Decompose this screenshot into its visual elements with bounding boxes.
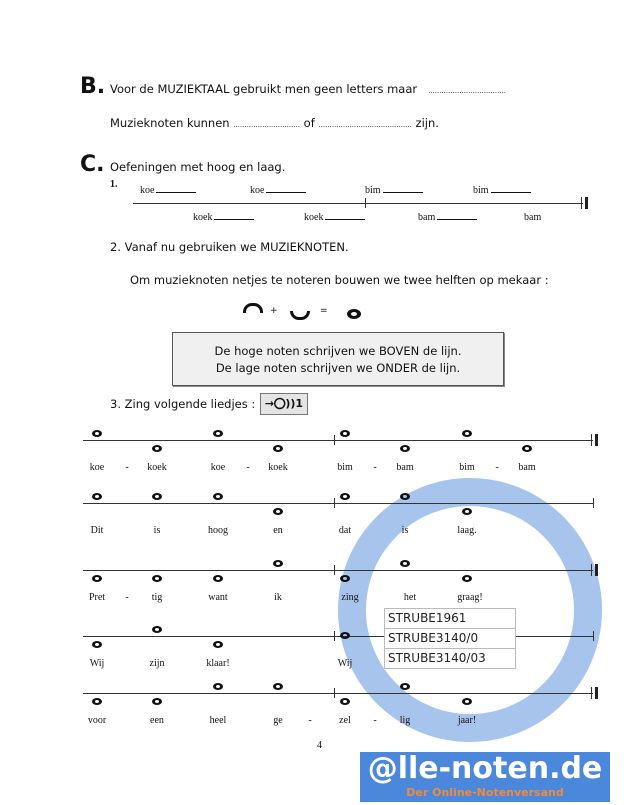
text: of — [303, 116, 315, 130]
section-c-letter: C. — [80, 152, 105, 177]
high-note — [400, 560, 410, 567]
high-note — [273, 560, 283, 567]
blank-dots: ................................... — [428, 87, 506, 95]
track-number: 1 — [295, 397, 304, 410]
end-barline — [591, 564, 598, 576]
low-note — [273, 508, 283, 515]
low-note — [462, 575, 472, 582]
exercise-1-line — [133, 203, 583, 204]
low-note — [213, 641, 223, 648]
low-note — [522, 445, 532, 452]
lyric-word: - — [373, 715, 377, 726]
rule-line-1: De hoge noten schrijven we BOVEN de lijn. — [214, 344, 462, 358]
lower-half-note-icon — [290, 311, 310, 320]
end-barline — [593, 498, 594, 508]
page-number: 4 — [317, 740, 322, 751]
lyric-word: Dit — [90, 525, 104, 536]
high-note — [152, 626, 162, 633]
low-note — [92, 641, 102, 648]
lyric-word: het — [403, 592, 417, 603]
lyric-word: zel — [339, 715, 351, 726]
lyric-word: Wij — [89, 658, 105, 669]
audio-track-button[interactable] — [260, 393, 308, 415]
lyric-word: tig — [151, 592, 163, 603]
end-barline — [581, 197, 588, 209]
low-note — [340, 632, 350, 639]
text: Voor de MUZIEKTAAL gebruikt men geen letters maar — [110, 82, 418, 96]
lyric-word: dat — [338, 525, 352, 536]
section-c-title: Oefeningen met hoog en laag. — [110, 160, 286, 174]
lyric-word: - — [125, 592, 129, 603]
ex1-above-word: bim — [473, 185, 531, 196]
high-note — [340, 430, 350, 437]
low-note — [462, 698, 472, 705]
staff-line — [83, 440, 593, 441]
high-note — [213, 493, 223, 500]
low-note — [92, 575, 102, 582]
section-b-letter: B. — [80, 74, 106, 99]
exercise-3-title: 3. Zing volgende liedjes : — [110, 397, 256, 411]
ex1-above-word: koe — [140, 185, 196, 196]
lyric-word: is — [401, 525, 409, 536]
lyric-word: ge — [273, 715, 283, 726]
lyric-word: koek — [147, 462, 167, 473]
lyric-word: bim — [459, 462, 475, 473]
lyric-word: klaar! — [206, 658, 230, 669]
low-note — [400, 445, 410, 452]
lyric-word: jaar! — [457, 715, 477, 726]
upper-half-note-icon — [243, 303, 263, 313]
lyric-word: - — [125, 462, 129, 473]
ear-icon: →⭕︎)) — [264, 397, 296, 410]
ex1-below-word: bam — [524, 212, 542, 223]
rule-line-2: De lage noten schrijven we ONDER de lijn. — [215, 361, 461, 375]
barline — [334, 565, 335, 575]
exercise-2-intro: Om muzieknoten netjes te noteren bouwen we twee helften op mekaar : — [130, 273, 549, 287]
section-b-line1 — [110, 82, 506, 96]
high-note — [400, 493, 410, 500]
low-note — [152, 698, 162, 705]
lyric-word: - — [308, 715, 312, 726]
lyric-word: voor — [87, 715, 107, 726]
lyric-word: koe — [210, 462, 226, 473]
lyric-word: zing — [341, 592, 359, 603]
barline — [334, 498, 335, 508]
product-code: STRUBE3140/0 — [385, 629, 515, 649]
high-note — [462, 430, 472, 437]
ex1-above-word: koe — [250, 185, 306, 196]
plus-sign: + — [270, 306, 278, 316]
high-note — [92, 493, 102, 500]
lyric-word: koek — [268, 462, 288, 473]
lyric-word: ik — [274, 592, 282, 603]
ex1-below-word: bam — [418, 212, 477, 223]
staff-line — [83, 636, 593, 637]
lyric-word: - — [495, 462, 499, 473]
watermark-slogan: Der Online-Notenversand — [406, 786, 564, 799]
ex1-below-word: koek — [304, 212, 365, 223]
low-note — [340, 575, 350, 582]
whole-note-icon — [347, 309, 361, 319]
lyric-word: hoog — [208, 525, 228, 536]
section-b-line2 — [110, 116, 439, 130]
lyric-word: lig — [399, 715, 411, 726]
barline — [334, 631, 335, 641]
high-note — [213, 683, 223, 690]
high-note — [92, 430, 102, 437]
lyric-word: heel — [209, 715, 227, 726]
product-code: STRUBE3140/03 — [388, 651, 486, 665]
high-note — [400, 683, 410, 690]
high-note — [340, 493, 350, 500]
text: zijn. — [415, 116, 439, 130]
low-note — [273, 445, 283, 452]
lyric-word: want — [208, 592, 228, 603]
end-barline — [591, 687, 598, 699]
lyric-word: is — [153, 525, 161, 536]
watermark-band — [360, 752, 610, 802]
lyric-word: en — [273, 525, 283, 536]
barline — [334, 435, 335, 445]
lyric-word: laag. — [457, 525, 477, 536]
lyric-word: graag! — [457, 592, 483, 603]
barline — [334, 688, 335, 698]
low-note — [213, 575, 223, 582]
barline — [365, 198, 366, 208]
end-barline — [591, 434, 598, 446]
low-note — [340, 698, 350, 705]
watermark-url: @lle-noten.de — [367, 751, 603, 786]
ex1-below-word: koek — [193, 212, 254, 223]
lyric-word: koe — [89, 462, 105, 473]
lyric-word: zijn — [149, 658, 165, 669]
lyric-word: - — [246, 462, 250, 473]
end-barline — [593, 631, 594, 641]
product-code-table — [384, 608, 516, 669]
staff-line — [83, 503, 593, 504]
high-note — [273, 683, 283, 690]
blank-dots: .......................................... — [318, 121, 412, 129]
ex1-above-word: bim — [365, 185, 423, 196]
rule-box — [172, 332, 504, 386]
equals-sign: = — [320, 306, 328, 316]
low-note — [462, 508, 472, 515]
low-note — [152, 445, 162, 452]
staff-line — [83, 693, 593, 694]
low-note — [152, 575, 162, 582]
product-code: STRUBE1961 — [385, 609, 515, 629]
low-note — [92, 698, 102, 705]
exercise-2-title: 2. Vanaf nu gebruiken we MUZIEKNOTEN. — [110, 240, 349, 254]
lyric-word: een — [150, 715, 164, 726]
lyric-word: bim — [337, 462, 353, 473]
high-note — [152, 493, 162, 500]
blank-dots: .............................. — [233, 121, 300, 129]
staff-line — [83, 570, 593, 571]
lyric-word: bam — [518, 462, 536, 473]
lyric-word: - — [373, 462, 377, 473]
lyric-word: Pret — [88, 592, 106, 603]
text: Muzieknoten kunnen — [110, 116, 230, 130]
high-note — [213, 430, 223, 437]
exercise-1-number: 1. — [110, 179, 118, 190]
lyric-word: Wij — [337, 658, 353, 669]
lyric-word: bam — [396, 462, 414, 473]
